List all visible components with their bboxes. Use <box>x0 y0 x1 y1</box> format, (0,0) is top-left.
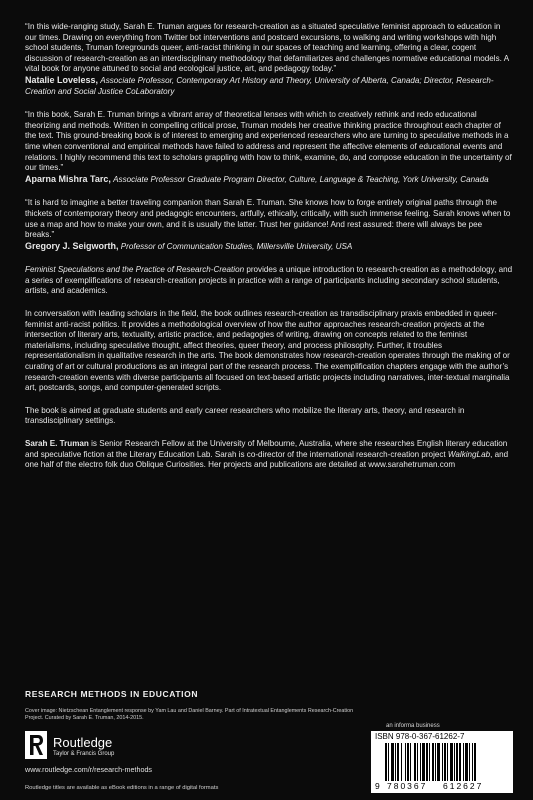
barcode-digit-lead: 9 <box>375 781 381 791</box>
barcode-bar <box>391 743 394 781</box>
quote-attribution <box>25 174 513 186</box>
cover-credit: Cover image: Nietzschean Entanglement response by Yam Lau and Daniel Barney. Part of Intratextual Entanglements Research-Creation Project. Curated by Sarah E. Truman, 2014-2015. <box>25 708 354 721</box>
publisher-logo <box>25 731 175 761</box>
barcode-bar <box>456 743 458 781</box>
quote-author-name: Aparna Mishra Tarc, <box>25 173 111 184</box>
barcode-bar <box>459 743 461 781</box>
quote-3 <box>25 198 513 252</box>
barcode-bar <box>429 743 430 781</box>
barcode-bar <box>474 743 476 781</box>
description-audience: The book is aimed at graduate students and early career researchers who mobilize the literary arts, theory, and research in transdisciplinary settings. <box>25 405 465 426</box>
barcode-bars-icon <box>385 743 503 781</box>
barcode-bar <box>432 743 434 781</box>
barcode-bar <box>447 743 448 781</box>
quote-attribution <box>25 241 513 253</box>
description-body: In conversation with leading scholars in the field, the book outlines research-creation as transdisciplinary praxis embedded in queer-feminist anti-racist politics. It provides a methodological overview of how the author approaches research-creation projects at the intersection of literary arts, textuality, artistic practice, and pedagogies of writing, drawing on concepts related to the feminist materialisms, including speculative thought, affect theories, queer theory, and process philosophy. Further, it troubles representationalism in qualitative research in the arts. The book demonstrates how research-creation operates through the making of or curating of art or cultural productions as an integral part of the research process. The exemplification chapters engage with the author’s research-creation events with diverse participants all focused on text-based artistic projects including narratives, inter-textual marginalia art, postcards, songs, and computer-generated scripts. <box>25 309 510 393</box>
author-bio-text-2: , and one half of the electro folk duo Oblique Curiosities. Her projects and publications are detailed at www.sarahetruman.com <box>25 449 509 470</box>
barcode-bar <box>395 743 396 781</box>
book-title: Feminist Speculations and the Practice of Research-Creation <box>25 265 245 275</box>
barcode-bar <box>454 743 455 781</box>
barcode <box>371 731 513 793</box>
barcode-bar <box>450 743 453 781</box>
barcode-bar <box>417 743 418 781</box>
barcode-digits-left: 780367 <box>387 781 428 791</box>
quote-author-name: Natalie Loveless, <box>25 74 99 85</box>
barcode-bar <box>420 743 421 781</box>
barcode-bar <box>437 743 440 781</box>
quote-author-role: Associate Professor, Contemporary Art History and Theory, University of Alberta, Canada; Director, Research-Creation and Social Justice CoLaboratory <box>25 75 494 96</box>
quote-author-name: Gregory J. Seigworth, <box>25 240 119 251</box>
barcode-digits <box>375 781 511 791</box>
barcode-digits-right: 612627 <box>443 781 484 791</box>
isbn-text: ISBN 978-0-367-61262-7 <box>375 732 465 741</box>
author-project: WalkingLab <box>447 449 491 459</box>
routledge-logo-icon <box>25 731 47 759</box>
quote-author-role: Professor of Communication Studies, Millersville University, USA <box>120 241 353 251</box>
barcode-bar <box>397 743 399 781</box>
publisher-name: Routledge <box>53 735 113 750</box>
barcode-bar <box>463 743 464 781</box>
author-bio <box>25 439 513 471</box>
main-text <box>25 22 513 483</box>
barcode-bar <box>469 743 470 781</box>
barcode-bar <box>414 743 416 781</box>
quote-text: “It is hard to imagine a better traveling companion than Sarah E. Truman. She knows how to forge entirely original paths through the thickets of contemporary theory and pedagogic encounters, artfully, ethically, critically, with such immense feeling. Sarah knows when to use a map and how to make your own, and it is usually the latter. Trust her guidance! And rest assured: there will always be pee breaks.” <box>25 198 511 240</box>
barcode-bar <box>407 743 409 781</box>
author-name: Sarah E. Truman <box>25 439 89 448</box>
barcode-bar <box>435 743 436 781</box>
barcode-bar <box>405 743 406 781</box>
series-title: RESEARCH METHODS IN EDUCATION <box>25 689 199 699</box>
description-intro <box>25 265 513 297</box>
quote-author-role: Associate Professor Graduate Program Director, Culture, Language & Teaching, York University, Canada <box>113 174 489 184</box>
barcode-bar <box>410 743 411 781</box>
informa-label: an informa business <box>386 723 440 729</box>
quote-1 <box>25 22 513 97</box>
publisher-url[interactable]: www.routledge.com/r/research-methods <box>25 765 153 774</box>
quote-text: “In this book, Sarah E. Truman brings a vibrant array of theoretical lenses with which to creatively rethink and redo educational theorizing and methods. Written in compelling critical prose, Truman models her creative thinking practice throughout each chapter of the text. This ground-breaking book is of interest to emerging and experienced researchers who are turning to speculative methods in a time when conventional and empirical methods have failed to address and represent the affective elements of educational events and relations. I highly recommend this text to scholars grappling with how to think, examine, do, and compose education in the uncertainty of our times.” <box>25 110 512 173</box>
barcode-bar <box>388 743 389 781</box>
description-intro-text: provides a unique introduction to research-creation as a methodology, and a series of exemplifications of research-creation projects in practice with a range of participants including secondary school students, artists, and academics. <box>25 265 513 296</box>
barcode-bar <box>444 743 446 781</box>
quote-attribution <box>25 75 513 97</box>
ebook-note: Routledge titles are available as eBook editions in a range of digital formats <box>25 785 219 791</box>
quote-2 <box>25 110 513 185</box>
author-bio-text-1: is Senior Research Fellow at the University of Melbourne, Australia, where she researches English literary education and speculative fiction at the Literary Education Lab. Sarah is co-director of the international research-creation project <box>25 439 508 459</box>
barcode-bar <box>422 743 425 781</box>
barcode-bar <box>385 743 387 781</box>
barcode-bar <box>465 743 468 781</box>
barcode-bar <box>401 743 402 781</box>
barcode-bar <box>442 743 443 781</box>
quote-text: “In this wide-ranging study, Sarah E. Truman argues for research-creation as a situated speculative feminist approach to education in our times. Drawing on everything from Twitter bot interventions and postcard excursions, to walking and writing workshops with high school students, Truman foregrounds queer, anti-racist thinking in our spaces of teaching and learning, offering a clear, cogent discussion of research-creation as an interdisciplinary methodology that defamiliarizes and challenges normative educational models. A vital book for anyone attuned to social and ecological justice, art, and pedagogy today.” <box>25 22 509 74</box>
barcode-bar <box>426 743 428 781</box>
barcode-bar <box>472 743 473 781</box>
publisher-group: Taylor & Francis Group <box>53 751 115 757</box>
